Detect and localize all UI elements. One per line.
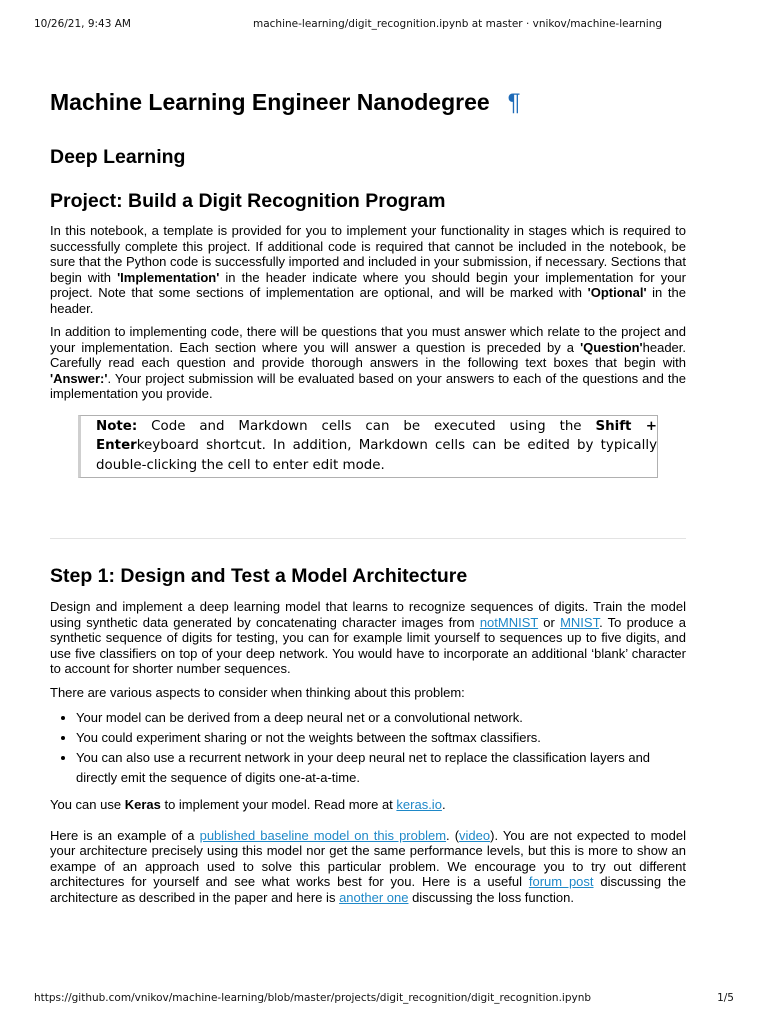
step1-p3-text-3: . xyxy=(441,797,446,812)
mnist-link[interactable]: MNIST xyxy=(560,614,600,630)
step1-p4-text-4: discussing the architecture as described in the paper and here is xyxy=(50,874,686,905)
aspects-list xyxy=(50,708,686,788)
anchor-link-icon[interactable]: ¶ xyxy=(507,89,521,116)
page-title-text: Machine Learning Engineer Nanodegree xyxy=(50,89,490,115)
notebook-content xyxy=(50,86,686,913)
list-item: • You could experiment sharing or not the weights between the softmax classifiers. xyxy=(76,728,686,748)
questions-text-2: header. Carefully read each question and provide thorough answers in the following text boxes that begin with xyxy=(50,339,686,370)
step1-paragraph-3 xyxy=(50,797,686,813)
step1-p4-text-5: discussing the loss function. xyxy=(408,889,574,905)
intro-text-2: in the header indicate where you should begin your implementation for your project. Note that some sections of implementation are optional, and will be marked with xyxy=(50,269,686,300)
print-datetime: 10/26/21, 9:43 AM xyxy=(34,18,131,30)
step1-paragraph-1 xyxy=(50,599,686,677)
questions-bold-question: 'Question' xyxy=(580,339,643,355)
print-header xyxy=(0,18,768,32)
intro-bold-optional: 'Optional' xyxy=(587,285,647,300)
notmnist-link[interactable]: notMNIST xyxy=(479,614,539,630)
another-one-link[interactable]: another one xyxy=(339,889,409,905)
page-title xyxy=(50,86,686,119)
print-page-number: 1/5 xyxy=(717,992,734,1004)
questions-text-1: In addition to implementing code, there will be questions that you must answer which relate to the project and your implementation. Each section where you will answer a question is preceded by a xyxy=(50,324,686,355)
step1-p1-text-3: . To produce a synthetic sequence of digits for testing, you can for example limit yourself to sequences up to five digits, and use five classifiers on top of your deep network. You would have to incorporate an additional ‘blank’ character to account for shorter number sequences. xyxy=(50,614,686,676)
note-text-2: keyboard shortcut. In addition, Markdown cells can be edited by typically double-clicking the cell to enter edit mode. xyxy=(96,438,657,473)
print-footer xyxy=(0,992,768,1006)
step1-p3-text-1: You can use xyxy=(50,797,125,812)
questions-bold-answer: 'Answer:' xyxy=(50,370,108,386)
note-keys: Shift + Enter xyxy=(96,418,657,453)
step1-p1-text-2: or xyxy=(538,614,561,630)
step1-paragraph-2: There are various aspects to consider when thinking about this problem: xyxy=(50,684,465,700)
step1-p3-text-2: to implement your model. Read more at xyxy=(160,797,397,812)
step1-p1-text-1: Design and implement a deep learning model that learns to recognize sequences of digits. Train the model using synthetic data generated by concatenating character images from xyxy=(50,599,686,630)
step1-p4-text-3: ). You are not expected to model your architecture precisely using this model nor get the same performance levels, but this is more to show an exampe of an approach used to solve this particular problem. We encourage you to try out different architectures for yourself and see what works best for you. Here is a useful xyxy=(50,827,686,889)
list-item: • Your model can be derived from a deep neural net or a convolutional network. xyxy=(76,708,686,728)
keras-io-link[interactable]: keras.io xyxy=(396,797,442,812)
section-divider xyxy=(50,538,686,539)
step1-paragraph-4 xyxy=(50,828,686,906)
intro-paragraph xyxy=(50,223,686,316)
subtitle-heading: Deep Learning xyxy=(50,146,186,168)
print-page-title: machine-learning/digit_recognition.ipynb at master · vnikov/machine-learning xyxy=(253,18,663,30)
intro-text-3: in the header. xyxy=(50,285,686,316)
questions-text-3: . Your project submission will be evaluated based on your answers to each of the questions and the implementation you provide. xyxy=(50,370,686,401)
list-item: • You can also use a recurrent network in your deep neural net to replace the classification layers and directly emit the sequence of digits one-at-a-time. xyxy=(76,748,686,788)
note-text-1: Code and Markdown cells can be executed using the xyxy=(137,418,596,434)
keras-bold: Keras xyxy=(124,797,161,812)
step1-p4-text-2: . ( xyxy=(446,827,460,843)
note-text xyxy=(96,417,657,476)
project-heading: Project: Build a Digit Recognition Program xyxy=(50,190,446,212)
intro-bold-implementation: 'Implementation' xyxy=(117,269,220,285)
print-url: https://github.com/vnikov/machine-learning/blob/master/projects/digit_recognition/digit_recognition.ipynb xyxy=(34,992,592,1004)
forum-post-link[interactable]: forum post xyxy=(528,874,594,889)
note-label: Note: xyxy=(96,418,138,434)
video-link[interactable]: video xyxy=(459,827,491,843)
step1-p4-text-1: Here is an example of a xyxy=(50,827,200,843)
step1-heading: Step 1: Design and Test a Model Architecture xyxy=(50,565,468,587)
questions-paragraph xyxy=(50,324,686,402)
baseline-model-link[interactable]: published baseline model on this problem xyxy=(199,827,447,843)
intro-text-1: In this notebook, a template is provided for you to implement your functionality in stages which is required to successfully complete this project. If additional code is required that cannot be included in the notebook, be sure that the Python code is successfully imported and included in your submission, if necessary. Sections that begin with xyxy=(50,223,686,285)
note-blockquote xyxy=(78,415,658,479)
